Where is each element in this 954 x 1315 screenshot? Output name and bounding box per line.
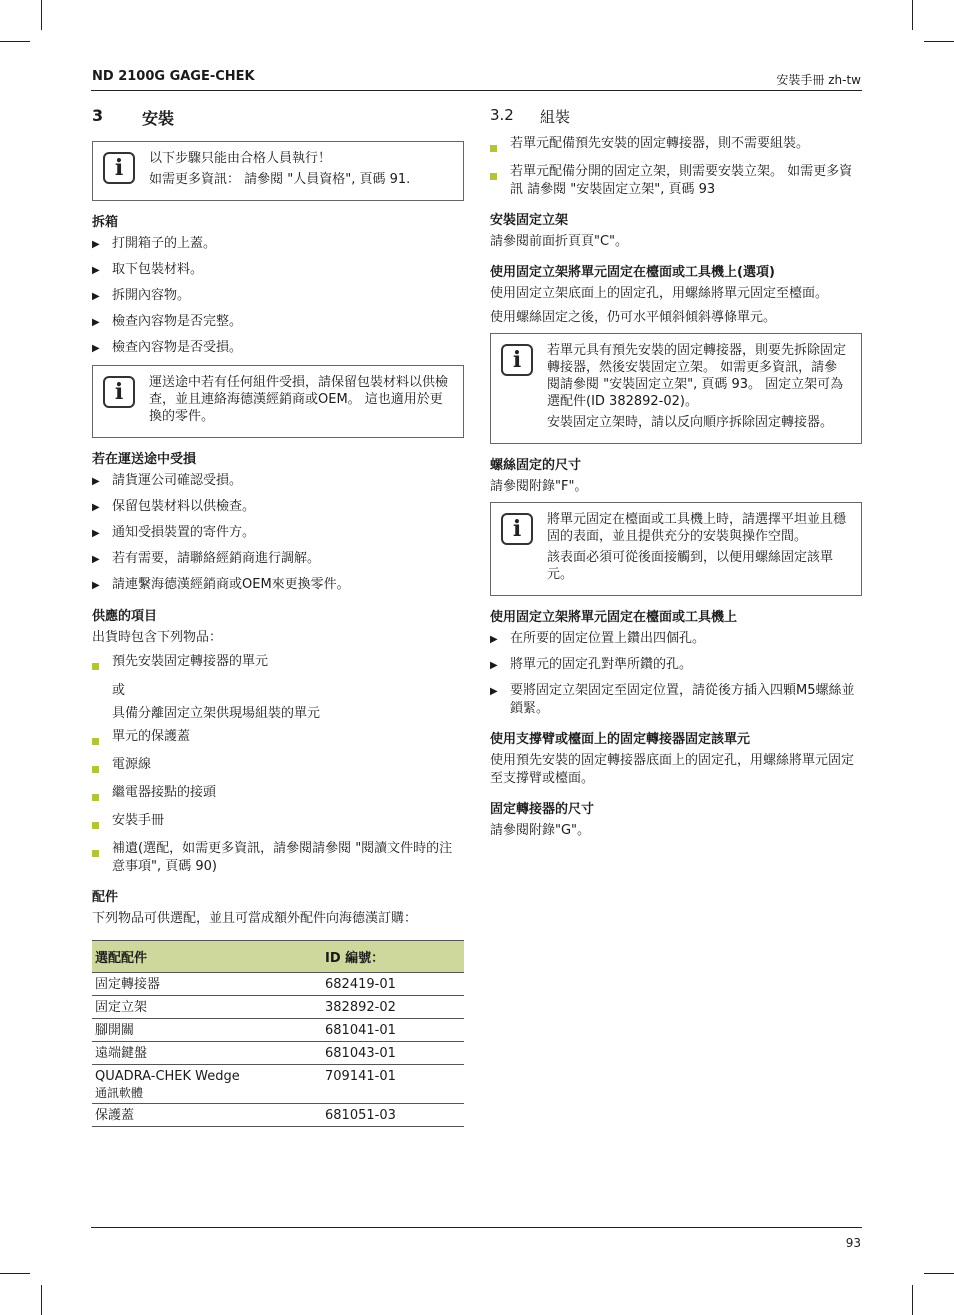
table-cell: 681051-03 — [322, 1104, 464, 1127]
assembly-bullets — [490, 135, 862, 199]
supply-alt: 具備分離固定立架供現場組裝的單元 — [112, 706, 321, 721]
mount-paragraph: 使用固定立架底面上的固定孔，用螺絲將單元固定至檯面。 — [490, 286, 829, 301]
table-cell: 固定轉接器 — [92, 973, 322, 996]
heading-arm: 使用支撐臂或檯面上的固定轉接器固定該單元 — [490, 732, 751, 747]
table-row — [92, 1019, 464, 1042]
bullet-item: 若單元配備分開的固定立架，則需要安裝立架。 如需更多資訊 請參閱 "安裝固定立架", 頁碼 93 — [490, 163, 862, 199]
arm-text: 使用預先安裝的固定轉接器底面上的固定孔，用螺絲將單元固定至支撐臂或檯面。 — [490, 753, 855, 786]
bullet-square-icon — [92, 756, 112, 779]
arrow-icon: ▶ — [92, 528, 100, 539]
table-cell: 682419-01 — [322, 973, 464, 996]
section-title: 安裝 — [142, 109, 175, 128]
info-icon: i — [103, 376, 135, 408]
heading-accessories: 配件 — [92, 890, 119, 905]
arrow-icon: ▶ — [92, 265, 100, 276]
step-item: ▶ 要將固定立架固定至固定位置，請從後方插入四顆M5螺絲並鎖緊。 — [490, 683, 855, 716]
step-item: ▶ 若有需要，請聯絡經銷商進行調解。 — [92, 550, 464, 569]
right-column — [490, 106, 862, 846]
adapter-text: 請參閱附錄"G"。 — [490, 823, 591, 838]
note-line: 運送途中若有任何組件受損，請保留包裝材料以供檢查，並且連絡海德漢經銷商或OEM。 這也適用於更換的零件。 — [149, 375, 449, 424]
step-item: ▶ 拆開內容物。 — [92, 287, 464, 306]
arrow-icon: ▶ — [92, 502, 100, 513]
section-title: 組裝 — [540, 108, 571, 126]
header-product: ND 2100G GAGE-CHEK — [92, 69, 255, 84]
heading-stand: 安裝固定立架 — [490, 213, 569, 228]
arrow-icon: ▶ — [92, 239, 100, 250]
table-header-cell: 選配配件 — [92, 941, 322, 973]
bullet-square-icon — [92, 653, 112, 676]
step-item: ▶ 檢查內容物是否受損。 — [92, 339, 464, 358]
page-number: 93 — [845, 1236, 861, 1250]
crop-mark — [924, 1273, 954, 1274]
table-cell: 709141-01 — [322, 1065, 464, 1104]
header-doc: 安裝手冊 zh-tw — [776, 73, 861, 87]
arrow-icon: ▶ — [92, 554, 100, 565]
table-cell: 681043-01 — [322, 1042, 464, 1065]
crop-mark — [0, 1273, 30, 1274]
info-icon: i — [501, 344, 533, 376]
supply-intro: 出貨時包含下列物品： — [92, 630, 223, 645]
heading-mount-optional: 使用固定立架將單元固定在檯面或工具機上(選項) — [490, 265, 775, 280]
damage-steps — [92, 472, 464, 595]
note-line: 該表面必須可從後面接觸到，以便用螺絲固定該單元。 — [547, 550, 834, 582]
table-cell — [92, 1065, 322, 1104]
table-cell: 382892-02 — [322, 996, 464, 1019]
table-row — [92, 1065, 464, 1104]
crop-mark — [912, 1285, 913, 1315]
bullet-square-icon — [92, 812, 112, 835]
table-row — [92, 1042, 464, 1065]
mount-paragraph: 使用螺絲固定之後，仍可水平傾斜傾斜導條單元。 — [490, 310, 777, 325]
arrow-icon: ▶ — [92, 343, 100, 354]
arrow-icon: ▶ — [92, 291, 100, 302]
bullet-square-icon — [92, 840, 112, 876]
note-line: 若單元具有預先安裝的固定轉接器，則要先拆除固定轉接器，然後安裝固定立架。 如需更多資訊，請參閱請參閱 "安裝固定立架", 頁碼 93。 固定立架可為選配件(ID 382892-02)。 — [547, 343, 847, 409]
arrow-icon: ▶ — [92, 476, 100, 487]
table-cell: 681041-01 — [322, 1019, 464, 1042]
step-item: ▶ 請貨運公司確認受損。 — [92, 472, 464, 491]
section-heading-install — [92, 106, 464, 129]
step-item: ▶ 打開箱子的上蓋。 — [92, 235, 464, 254]
info-note — [92, 365, 464, 438]
heading-screw-dimensions: 螺絲固定的尺寸 — [490, 458, 582, 473]
accessories-intro: 下列物品可供選配，並且可當成額外配件向海德漢訂購： — [92, 911, 418, 926]
table-row — [92, 973, 464, 996]
step-item: ▶ 取下包裝材料。 — [92, 261, 464, 280]
bullet-item: 預先安裝固定轉接器的單元 — [92, 653, 464, 676]
cell-text: QUADRA-CHEK Wedge — [95, 1069, 240, 1084]
arrow-icon: ▶ — [92, 317, 100, 328]
bullet-item: 電源線 — [92, 756, 464, 779]
supply-list — [92, 728, 464, 876]
note-line: 安裝固定立架時，請以反向順序拆除固定轉接器。 — [547, 415, 834, 430]
arrow-icon: ▶ — [490, 686, 498, 697]
heading-unpack: 拆箱 — [92, 215, 119, 230]
note-line: 如需更多資訊： 請參閱 "人員資格", 頁碼 91. — [149, 172, 411, 187]
bullet-item: 單元的保護蓋 — [92, 728, 464, 751]
bullet-item: 安裝手冊 — [92, 812, 464, 835]
heading-damage: 若在運送途中受損 — [92, 452, 197, 467]
cell-subtext: 通訊軟體 — [95, 1086, 144, 1100]
table-header-row — [92, 941, 464, 973]
bullet-item: 繼電器接點的接頭 — [92, 784, 464, 807]
bullet-item: 補遺(選配，如需更多資訊，請參閱請參閱 "閱讀文件時的注意事項", 頁碼 90) — [92, 840, 464, 876]
note-line: 以下步驟只能由合格人員執行！ — [149, 151, 332, 166]
step-item: ▶ 在所要的固定位置上鑽出四個孔。 — [490, 630, 862, 649]
screw-text: 請參閱附錄"F"。 — [490, 479, 588, 494]
supply-list — [92, 653, 464, 676]
accessories-table — [92, 940, 464, 1127]
info-icon: i — [501, 513, 533, 545]
footer-rule — [91, 1227, 862, 1228]
table-header-cell: ID 編號： — [322, 941, 464, 973]
heading-adapter-dimensions: 固定轉接器的尺寸 — [490, 802, 595, 817]
bullet-square-icon — [490, 135, 510, 158]
info-note — [92, 141, 464, 201]
crop-mark — [924, 41, 954, 42]
step-item: ▶ 將單元的固定孔對準所鑽的孔。 — [490, 656, 862, 675]
step-item: ▶ 檢查內容物是否完整。 — [92, 313, 464, 332]
bullet-square-icon — [490, 163, 510, 199]
fix-steps — [490, 630, 862, 718]
crop-mark — [0, 41, 30, 42]
crop-mark — [41, 1285, 42, 1315]
section-number: 3 — [92, 106, 104, 125]
supply-or: 或 — [112, 683, 126, 698]
left-column — [92, 106, 464, 1127]
table-row — [92, 1104, 464, 1127]
crop-mark — [912, 0, 913, 30]
arrow-icon: ▶ — [490, 660, 498, 671]
crop-mark — [41, 0, 42, 30]
table-cell: 固定立架 — [92, 996, 322, 1019]
step-item: ▶ 保留包裝材料以供檢查。 — [92, 498, 464, 517]
info-note — [490, 502, 862, 596]
step-item: ▶ 通知受損裝置的寄件方。 — [92, 524, 464, 543]
table-row — [92, 996, 464, 1019]
header-rule — [91, 90, 862, 91]
info-icon: i — [103, 152, 135, 184]
step-item: ▶ 請連繫海德漢經銷商或OEM來更換零件。 — [92, 576, 464, 595]
section-heading-assembly — [490, 106, 862, 127]
bullet-item: 若單元配備預先安裝的固定轉接器，則不需要組裝。 — [490, 135, 862, 158]
stand-text: 請參閱前面折頁頁"C"。 — [490, 234, 629, 249]
note-line: 將單元固定在檯面或工具機上時，請選擇平坦並且穩固的表面，並且提供充分的安裝與操作空間。 — [547, 512, 847, 544]
section-number: 3.2 — [490, 106, 514, 124]
table-cell: 保護蓋 — [92, 1104, 322, 1127]
table-cell: 遠端鍵盤 — [92, 1042, 322, 1065]
heading-fix: 使用固定立架將單元固定在檯面或工具機上 — [490, 610, 738, 625]
info-note — [490, 333, 862, 444]
bullet-square-icon — [92, 784, 112, 807]
table-cell: 腳開關 — [92, 1019, 322, 1042]
heading-supply: 供應的項目 — [92, 609, 158, 624]
arrow-icon: ▶ — [92, 580, 100, 591]
unpack-steps — [92, 235, 464, 358]
arrow-icon: ▶ — [490, 634, 498, 645]
bullet-square-icon — [92, 728, 112, 751]
